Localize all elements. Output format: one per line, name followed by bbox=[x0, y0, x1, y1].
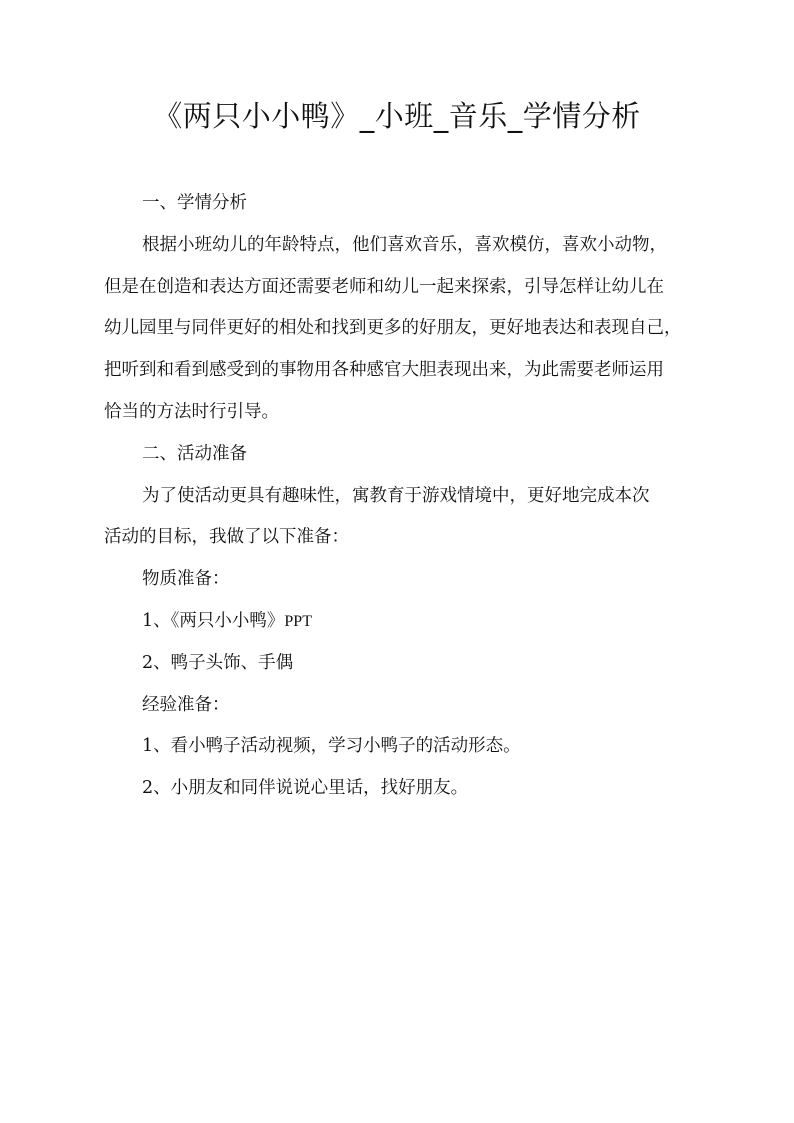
material-item-text: 2、鸭子头饰、手偶 bbox=[142, 652, 294, 673]
document-body bbox=[104, 183, 694, 810]
material-item-latin: PPT bbox=[284, 612, 312, 630]
experience-item: 2、小朋友和同伴说说心里话，找好朋友。 bbox=[142, 778, 469, 799]
experience-item: 1、看小鸭子活动视频，学习小鸭子的活动形态。 bbox=[142, 736, 521, 757]
material-item bbox=[104, 643, 694, 685]
paragraph-line: 但是在创造和表达方面还需要老师和幼儿一起来探索，引导怎样让幼儿在 bbox=[104, 276, 664, 297]
paragraph-line: 为了使活动更具有趣味性，寓教育于游戏情境中，更好地完成本次 bbox=[142, 485, 650, 506]
experience-preparation-heading: 经验准备： bbox=[142, 694, 230, 715]
document-title: 《两只小小鸭》_小班_音乐_学情分析 bbox=[153, 99, 641, 133]
material-item bbox=[104, 601, 694, 643]
paragraph-line: 活动的目标，我做了以下准备： bbox=[104, 527, 349, 548]
section-heading-activity-preparation: 二、活动准备 bbox=[142, 443, 247, 464]
paragraph-line: 恰当的方法时行引导。 bbox=[104, 401, 279, 422]
paragraph-line: 幼儿园里与同伴更好的相处和找到更多的好朋友，更好地表达和表现自己， bbox=[104, 318, 682, 339]
material-item-text: 1、《两只小小鸭》 bbox=[142, 610, 285, 631]
paragraph-line: 把听到和看到感受到的事物用各种感官大胆表现出来，为此需要老师运用 bbox=[104, 360, 664, 381]
material-preparation-heading: 物质准备： bbox=[142, 569, 230, 590]
paragraph-line: 根据小班幼儿的年龄特点，他们喜欢音乐，喜欢模仿，喜欢小动物， bbox=[142, 234, 667, 255]
section-heading-learning-analysis: 一、学情分析 bbox=[142, 193, 247, 213]
